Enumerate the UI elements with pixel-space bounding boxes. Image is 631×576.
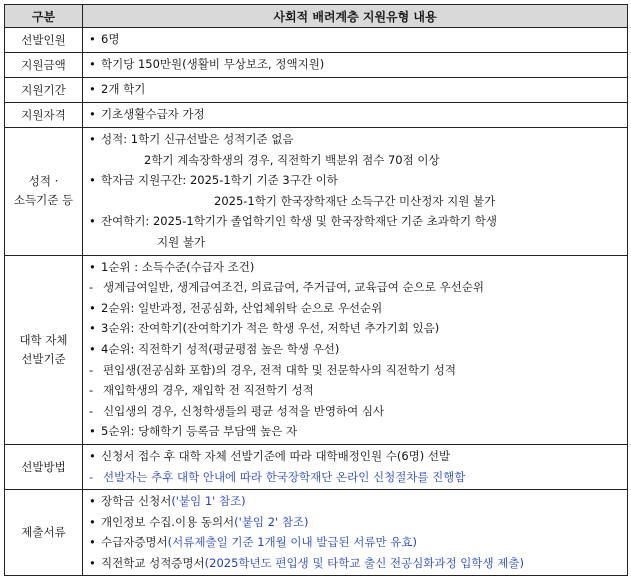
- bullet-icon: •: [89, 132, 96, 146]
- list-item: [89, 318, 621, 339]
- bullet-icon: •: [89, 514, 96, 529]
- list-item: [89, 29, 621, 50]
- table-row: [5, 444, 628, 489]
- list-item: [89, 553, 621, 574]
- grade-line1: 성적: 1학기 신규선발은 성적기준 없음: [101, 132, 294, 146]
- criteria-label-line2: 소득기준 등: [13, 193, 74, 208]
- row-label-method: 선발방법: [5, 444, 83, 489]
- list-item: [89, 446, 621, 467]
- bullet-icon: •: [89, 494, 96, 509]
- list-item: [89, 532, 621, 553]
- univ-label-line2: 선발기준: [21, 351, 66, 366]
- list-item: [89, 339, 621, 360]
- remaining-line2: 지원 불가: [157, 234, 206, 249]
- priority-text: 4순위: 직전학기 성적(평균평점 높은 학생 우선): [101, 341, 340, 356]
- priority-text: 재입학생의 경우, 재입학 전 직전학기 성적: [103, 383, 314, 398]
- document-note: (서류제출일 기준 1개월 이내 발급된 서류만 유효): [167, 535, 417, 550]
- list-item: [89, 129, 621, 150]
- priority-text: 편입생(전공심화 포함)의 경우, 전적 대학 및 전문학사의 직전학기 성적: [103, 362, 456, 377]
- document-name: 수급자증명서: [101, 535, 168, 550]
- bullet-icon: •: [89, 300, 96, 315]
- bullet-icon: •: [89, 214, 96, 229]
- dash-marker: -: [89, 383, 94, 398]
- priority-text: 5순위: 당해학기 등록금 부담액 높은 자: [101, 424, 298, 439]
- income-line1: 학자금 지원구간: 2025-1학기 기준 3구간 이하: [101, 173, 338, 188]
- univ-label-line1: 대학 자체: [19, 332, 68, 347]
- list-item: [89, 79, 621, 100]
- priority-text: 1순위 : 소득수준(수급자 조건): [101, 259, 255, 274]
- bullet-icon: •: [89, 32, 96, 46]
- row-label-documents: 제출서류: [5, 490, 83, 576]
- bullet-icon: •: [89, 321, 96, 336]
- table-row: [5, 128, 628, 256]
- list-item: [89, 512, 621, 533]
- bullet-icon: •: [89, 259, 96, 274]
- row-label-criteria: [5, 128, 83, 256]
- method-line1: 신청서 접수 후 대학 자체 선발기준에 따라 대학배정인원 수(6명) 선발: [101, 448, 451, 463]
- table-header-row: [5, 5, 628, 28]
- bullet-icon: •: [89, 535, 96, 550]
- support-period-text: 2개 학기: [101, 82, 146, 96]
- document-note: ('붙임 2' 참조): [234, 514, 309, 529]
- table-row: [5, 103, 628, 128]
- dash-marker: -: [89, 469, 94, 484]
- dash-marker: -: [89, 280, 94, 295]
- priority-text: 2순위: 일반과정, 전공심화, 산업체위탁 순으로 우선순위: [101, 300, 383, 315]
- row-label-support-period: 지원기간: [5, 78, 83, 103]
- bullet-icon: •: [89, 173, 96, 188]
- header-category: 구분: [5, 5, 83, 28]
- table-row: [5, 255, 628, 444]
- row-label-selection-count: 선발인원: [5, 28, 83, 53]
- list-item: [89, 277, 621, 298]
- document-name: 직전학교 성적증명서: [101, 555, 205, 570]
- list-item: [89, 104, 621, 125]
- list-item: [89, 491, 621, 512]
- document-note: ('붙임 1' 참조): [171, 494, 246, 509]
- table-row: [5, 53, 628, 78]
- table-row: [5, 78, 628, 103]
- grade-line2: 2학기 계속장학생의 경우, 직전학기 백분위 점수 70점 이상: [144, 152, 440, 167]
- eligibility-text: 기초생활수급자 가정: [101, 107, 205, 121]
- header-content: 사회적 배려계층 지원유형 내용: [83, 5, 628, 28]
- support-amount-text: 학기당 150만원(생활비 무상보조, 정액지원): [101, 57, 325, 71]
- dash-marker: -: [89, 362, 94, 377]
- list-item: [89, 360, 621, 381]
- bullet-icon: •: [89, 448, 96, 463]
- bullet-icon: •: [89, 555, 96, 570]
- list-item: [89, 380, 621, 401]
- list-item: [89, 211, 621, 232]
- bullet-icon: •: [89, 341, 96, 356]
- dash-marker: -: [89, 403, 94, 418]
- support-type-table: [4, 4, 628, 576]
- selection-count-text: 6명: [101, 32, 120, 46]
- method-line2: 선발자는 추후 대학 안내에 따라 한국장학재단 온라인 신청절차를 진행함: [103, 469, 466, 484]
- remaining-line1: 잔여학기: 2025-1학기가 졸업학기인 학생 및 한국장학재단 기준 초과학기 학생: [101, 214, 498, 229]
- document-note: (2025학년도 편입생 및 타학교 출신 전공심화과정 입학생 제출): [204, 555, 524, 570]
- criteria-label-line1: 성적 ·: [28, 174, 59, 189]
- list-item: [89, 298, 621, 319]
- income-line2: 2025-1학기 한국장학재단 소득구간 미산정자 지원 불가: [214, 193, 496, 208]
- support-table-container: [4, 4, 628, 576]
- bullet-icon: •: [89, 424, 96, 439]
- priority-text: 신입생의 경우, 신청학생들의 평균 성적을 반영하여 심사: [103, 403, 385, 418]
- document-name: 장학금 신청서: [101, 494, 172, 509]
- table-row: [5, 28, 628, 53]
- priority-text: 3순위: 잔여학기(잔여학기가 적은 학생 우선, 저학년 추가기회 있음): [101, 321, 440, 336]
- priority-text: 생계급여일반, 생계급여조건, 의료급여, 주거급여, 교육급여 순으로 우선순위: [103, 280, 484, 295]
- list-item: [89, 54, 621, 75]
- bullet-icon: •: [89, 107, 96, 121]
- list-item: [89, 257, 621, 278]
- row-label-eligibility: 지원자격: [5, 103, 83, 128]
- row-label-support-amount: 지원금액: [5, 53, 83, 78]
- list-item: [89, 170, 621, 191]
- row-label-univ-criteria: [5, 255, 83, 444]
- list-item: [89, 421, 621, 442]
- list-item: [89, 467, 621, 488]
- document-name: 개인정보 수집.이용 동의서: [101, 514, 235, 529]
- list-item: [89, 401, 621, 422]
- bullet-icon: •: [89, 82, 96, 96]
- bullet-icon: •: [89, 57, 96, 71]
- table-row: [5, 490, 628, 576]
